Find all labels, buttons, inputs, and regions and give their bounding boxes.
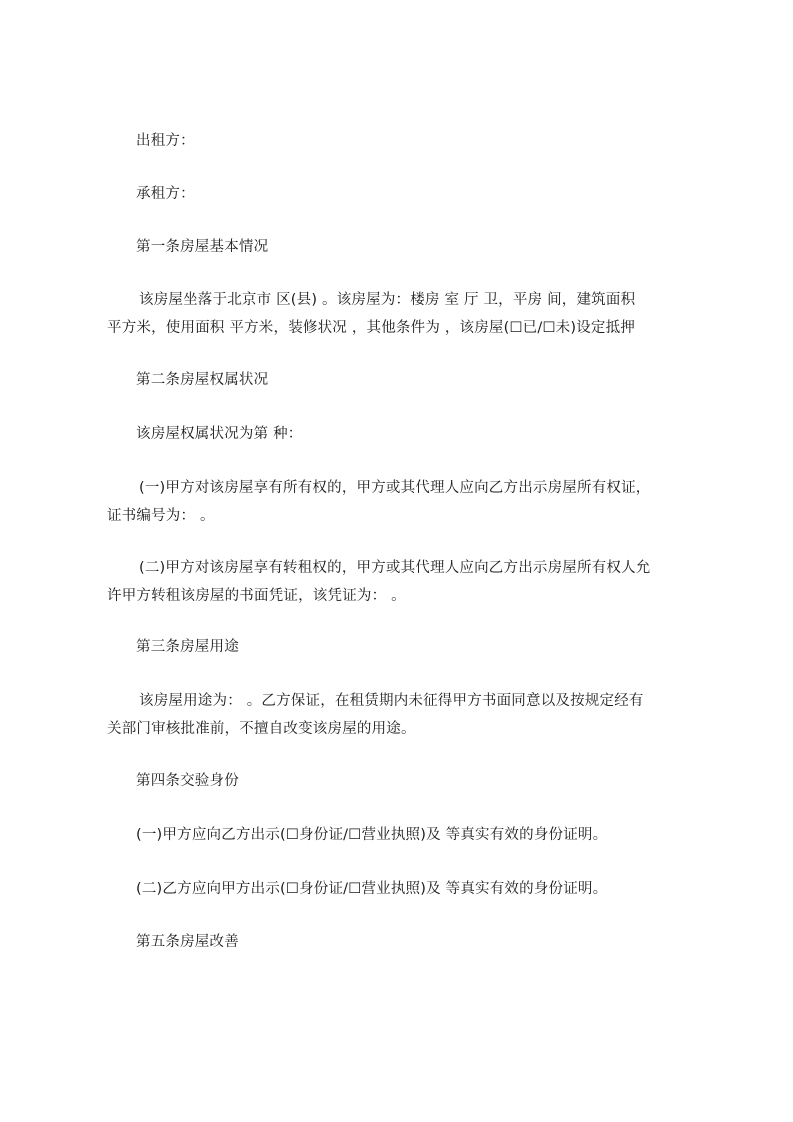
article1-paragraph-line1: 该房屋坐落于北京市 区(县) 。该房屋为：楼房 室 厅 卫，平房 间，建筑面积 — [139, 292, 636, 308]
lessee-label: 承租方： — [136, 186, 195, 202]
article2-item2-line1: (二)甲方对该房屋享有转租权的，甲方或其代理人应向乙方出示房屋所有权人允 — [139, 560, 651, 576]
article2-item1-line2: 证书编号为： 。 — [107, 508, 215, 524]
article2-intro: 该房屋权属状况为第 种： — [136, 426, 303, 442]
article2-item2-line2: 许甲方转租该房屋的书面凭证，该凭证为： 。 — [107, 588, 406, 604]
article4-heading: 第四条交验身份 — [136, 773, 239, 789]
article3-paragraph-line2: 关部门审核批准前，不擅自改变该房屋的用途。 — [107, 721, 416, 737]
article4-item1: (一)甲方应向乙方出示(☐身份证/☐营业执照)及 等真实有效的身份证明。 — [136, 827, 608, 843]
article5-heading: 第五条房屋改善 — [136, 934, 239, 950]
article1-paragraph-line2: 平方米，使用面积 平方米，装修状况 ，其他条件为 ，该房屋(☐已/☐未)设定抵押 — [107, 320, 636, 336]
article3-paragraph-line1: 该房屋用途为： 。乙方保证，在租赁期内未征得甲方书面同意以及按规定经有 — [139, 693, 644, 709]
article3-heading: 第三条房屋用途 — [136, 639, 239, 655]
article2-heading: 第二条房屋权属状况 — [136, 372, 269, 388]
article2-item1-line1: (一)甲方对该房屋享有所有权的，甲方或其代理人应向乙方出示房屋所有权证， — [139, 480, 651, 496]
article1-heading: 第一条房屋基本情况 — [136, 239, 269, 255]
lessor-label: 出租方： — [136, 133, 195, 149]
article4-item2: (二)乙方应向甲方出示(☐身份证/☐营业执照)及 等真实有效的身份证明。 — [136, 881, 608, 897]
